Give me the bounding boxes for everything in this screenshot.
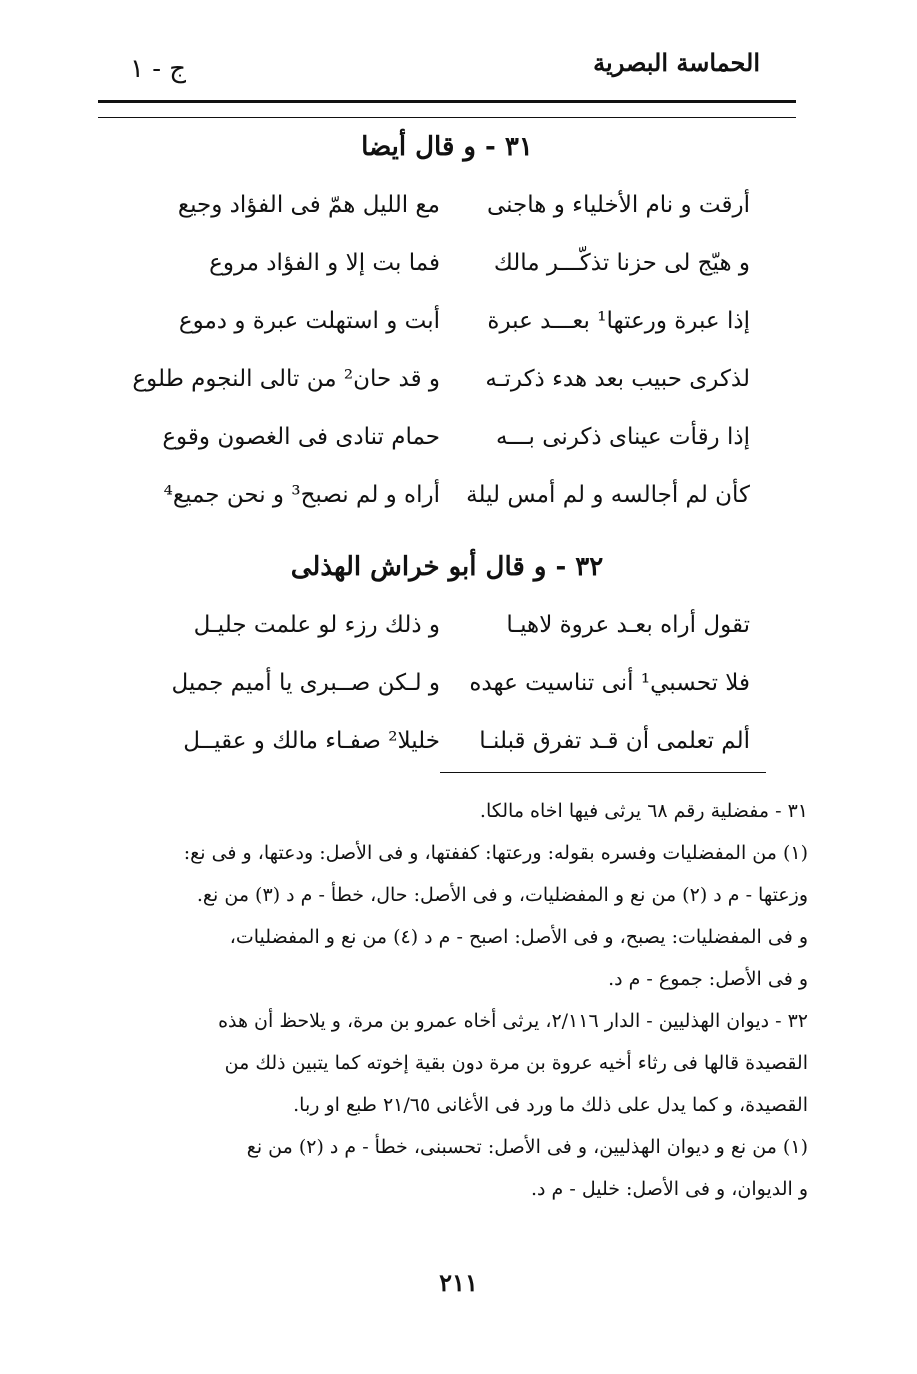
page-number: ٢١١: [439, 1268, 478, 1297]
verse-second-hemistich: أراه و لم نصبح³ و نحن جميع⁴: [163, 482, 440, 508]
verse-first-hemistich: تقول أراه بعـد عروة لاهيـا: [506, 612, 750, 638]
verse-first-hemistich: إذا رقأت عيناى ذكرنى بـــه: [495, 424, 750, 450]
poem-31-verse-3: [120, 308, 760, 352]
poem-31-verse-1: [120, 192, 760, 236]
poem-31-verse-5: [120, 424, 760, 468]
poem-31-title: ٣١ - و قال أيضا: [361, 132, 533, 162]
poem-32-verse-1: [120, 612, 760, 656]
header-rule-thin: [98, 117, 796, 118]
footnote-line: و الديوان، و فى الأصل: خليل - م د.: [531, 1178, 808, 1200]
poem-31-verse-4: [120, 366, 760, 410]
poem-32-verse-3: [120, 728, 760, 772]
footnote-separator: [440, 772, 766, 773]
footnote-line: و فى المفضليات: يصبح، و فى الأصل: اصبح - م د (٤) من نع و المفضليات،: [229, 926, 808, 948]
verse-first-hemistich: أرقت و نام الأخلياء و هاجنى: [486, 192, 750, 218]
verse-first-hemistich: لذكرى حبيب بعد هدء ذكرتـه: [485, 366, 750, 392]
verse-second-hemistich: فما بت إلا و الفؤاد مروع: [209, 250, 440, 276]
poem-31-verse-2: [120, 250, 760, 294]
book-title: الحماسة البصرية: [593, 48, 760, 77]
verse-second-hemistich: حمام تنادى فى الغصون وقوع: [162, 424, 440, 450]
verse-second-hemistich: و قد حان² من تالى النجوم طلوع: [132, 366, 440, 392]
verse-first-hemistich: ألم تعلمى أن قـد تفرق قبلنـا: [479, 728, 750, 754]
verse-second-hemistich: خليلا² صفـاء مالك و عقيــل: [183, 728, 440, 754]
verse-first-hemistich: و هيّج لى حزنا تذكّـــر مالك: [493, 250, 750, 276]
footnote-line: ٣٢ - ديوان الهذليين - الدار ٢/١١٦، يرثى أخاه عمرو بن مرة، و يلاحظ أن هذه: [218, 1010, 808, 1032]
verse-second-hemistich: و ذلك رزء لو علمت جليـل: [193, 612, 440, 638]
verse-first-hemistich: فلا تحسبي¹ أنى تناسيت عهده: [469, 670, 750, 696]
verse-second-hemistich: مع الليل همّ فى الفؤاد وجيع: [177, 192, 440, 218]
poem-32-verse-2: [120, 670, 760, 714]
volume-label: ج - ١: [130, 54, 187, 84]
verse-first-hemistich: إذا عبرة ورعتها¹ بعـــد عبرة: [487, 308, 750, 334]
verse-second-hemistich: و لـكن صــبرى يا أميم جميل: [171, 670, 440, 696]
running-header: [110, 48, 770, 92]
poem-31-verse-6: [120, 482, 760, 526]
footnote-line: وزعتها - م د (٢) من نع و المفضليات، و فى الأصل: حال، خطأ - م د (٣) من نع.: [196, 884, 808, 906]
footnote-line: (١) من نع و ديوان الهذليين، و فى الأصل: تحسبنى، خطأ - م د (٢) من نع: [246, 1136, 808, 1158]
footnotes: [108, 790, 808, 1210]
footnote-line: ٣١ - مفضلية رقم ٦٨ يرثى فيها اخاه مالكا.: [479, 800, 808, 822]
footnote-line: و فى الأصل: جموع - م د.: [608, 968, 808, 990]
footnote-line: (١) من المفضليات وفسره بقوله: ورعتها: كففتها، و فى الأصل: ودعتها، و فى نع:: [183, 842, 808, 864]
header-rule-thick: [98, 100, 796, 103]
poem-32-title: ٣٢ - و قال أبو خراش الهذلى: [290, 552, 604, 582]
verse-second-hemistich: أبت و استهلت عبرة و دموع: [178, 308, 440, 334]
footnote-line: القصيدة قالها فى رثاء أخيه عروة بن مرة دون بقية إخوته كما يتبين ذلك من: [224, 1052, 808, 1074]
footnote-line: القصيدة، و كما يدل على ذلك ما ورد فى الأغانى ٢١/٦٥ طبع او ربا.: [293, 1094, 808, 1116]
verse-first-hemistich: كأن لم أجالسه و لم أمس ليلة: [466, 482, 750, 508]
